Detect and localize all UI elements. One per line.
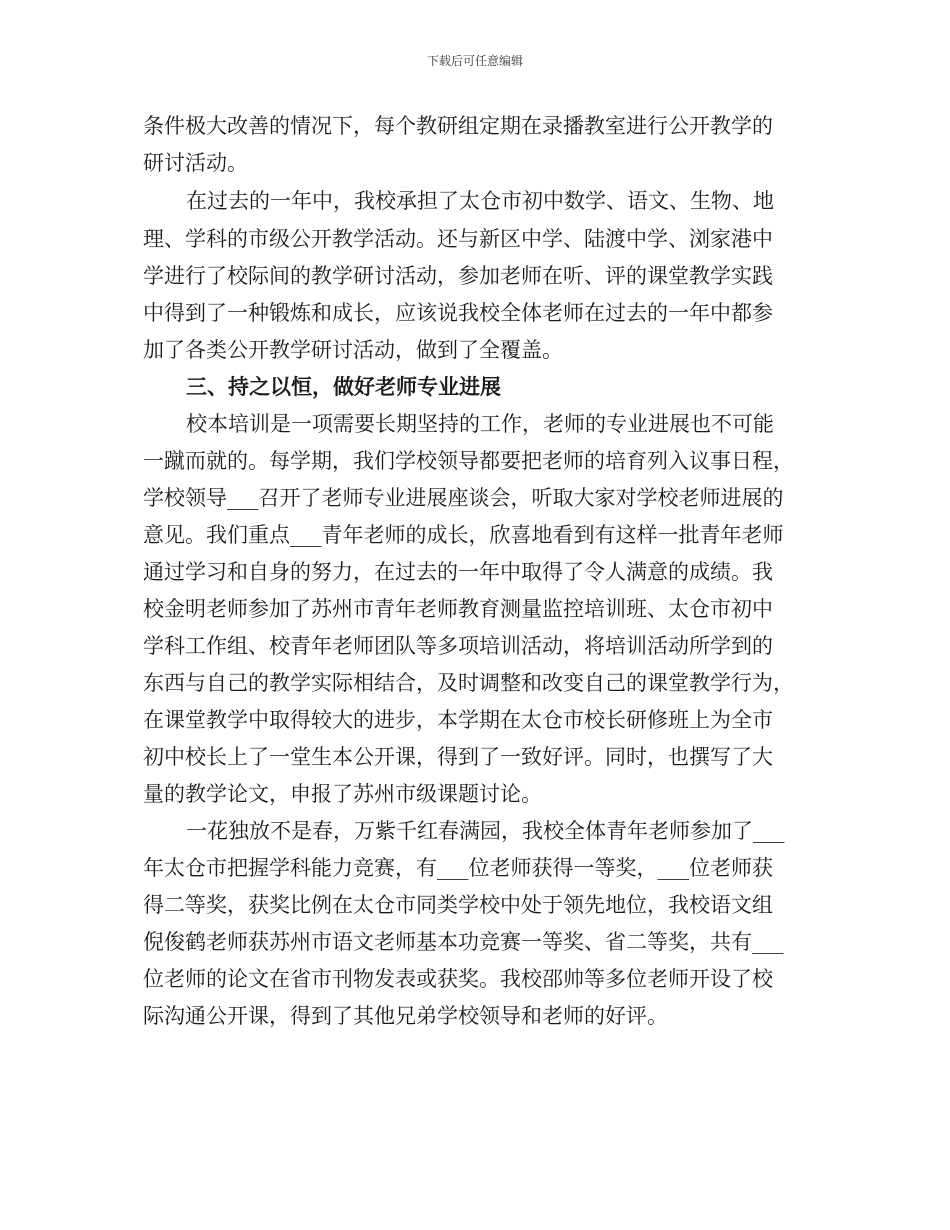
body-text-line: 位老师的论文在省市刊物发表或获奖。我校邵帅等多位老师开设了校	[143, 967, 773, 991]
body-text-line: 东西与自己的教学实际相结合，及时调整和改变自己的课堂教学行为，	[143, 671, 794, 695]
body-text-line: 通过学习和自身的努力，在过去的一年中取得了令人满意的成绩。我	[143, 560, 773, 584]
body-text-line: 研讨活动。	[143, 151, 248, 175]
body-text-line: 学科工作组、校青年老师团队等多项培训活动，将培训活动所学到的	[143, 634, 773, 658]
body-text-line: 倪俊鹤老师获苏州市语文老师基本功竞赛一等奖、省二等奖，共有___	[143, 930, 784, 954]
body-text-line: 校金明老师参加了苏州市青年老师教育测量监控培训班、太仓市初中	[143, 597, 773, 621]
body-text-line: 际沟通公开课，得到了其他兄弟学校领导和老师的好评。	[143, 1004, 668, 1028]
body-text-line: 学校领导___召开了老师专业进展座谈会，听取大家对学校老师进展的	[143, 486, 784, 510]
body-text-line: 学进行了校际间的教学研讨活动，参加老师在听、评的课堂教学实践	[143, 264, 773, 288]
body-text-line: 得二等奖，获奖比例在太仓市同类学校中处于领先地位，我校语文组	[143, 893, 773, 917]
body-text-line: 加了各类公开教学研讨活动，做到了全覆盖。	[143, 338, 563, 362]
section-heading: 三、持之以恒，做好老师专业进展	[186, 374, 501, 399]
body-text-line: 初中校长上了一堂生本公开课，得到了一致好评。同时，也撰写了大	[143, 745, 773, 769]
body-text-line: 在过去的一年中，我校承担了太仓市初中数学、语文、生物、地	[186, 189, 774, 213]
body-text-line: 意见。我们重点___青年老师的成长，欣喜地看到有这样一批青年老师	[143, 523, 784, 547]
body-text-line: 中得到了一种锻炼和成长，应该说我校全体老师在过去的一年中都参	[143, 301, 773, 325]
body-text-line: 年太仓市把握学科能力竞赛，有___位老师获得一等奖，___位老师获	[143, 856, 773, 880]
body-text-line: 在课堂教学中取得较大的进步，本学期在太仓市校长研修班上为全市	[143, 708, 773, 732]
body-text-line: 校本培训是一项需要长期坚持的工作，老师的专业进展也不可能	[186, 412, 774, 436]
body-text-line: 量的教学论文，申报了苏州市级课题讨论。	[143, 782, 542, 806]
body-text-line: 条件极大改善的情况下，每个教研组定期在录播教室进行公开教学的	[143, 114, 773, 138]
page-header: 下载后可任意编辑	[426, 54, 523, 68]
body-text-line: 一花独放不是春，万紫千红春满园，我校全体青年老师参加了___	[186, 819, 785, 843]
body-text-line: 理、学科的市级公开教学活动。还与新区中学、陆渡中学、浏家港中	[143, 227, 773, 251]
body-text-line: 一蹴而就的。每学期，我们学校领导都要把老师的培育列入议事日程，	[143, 449, 794, 473]
